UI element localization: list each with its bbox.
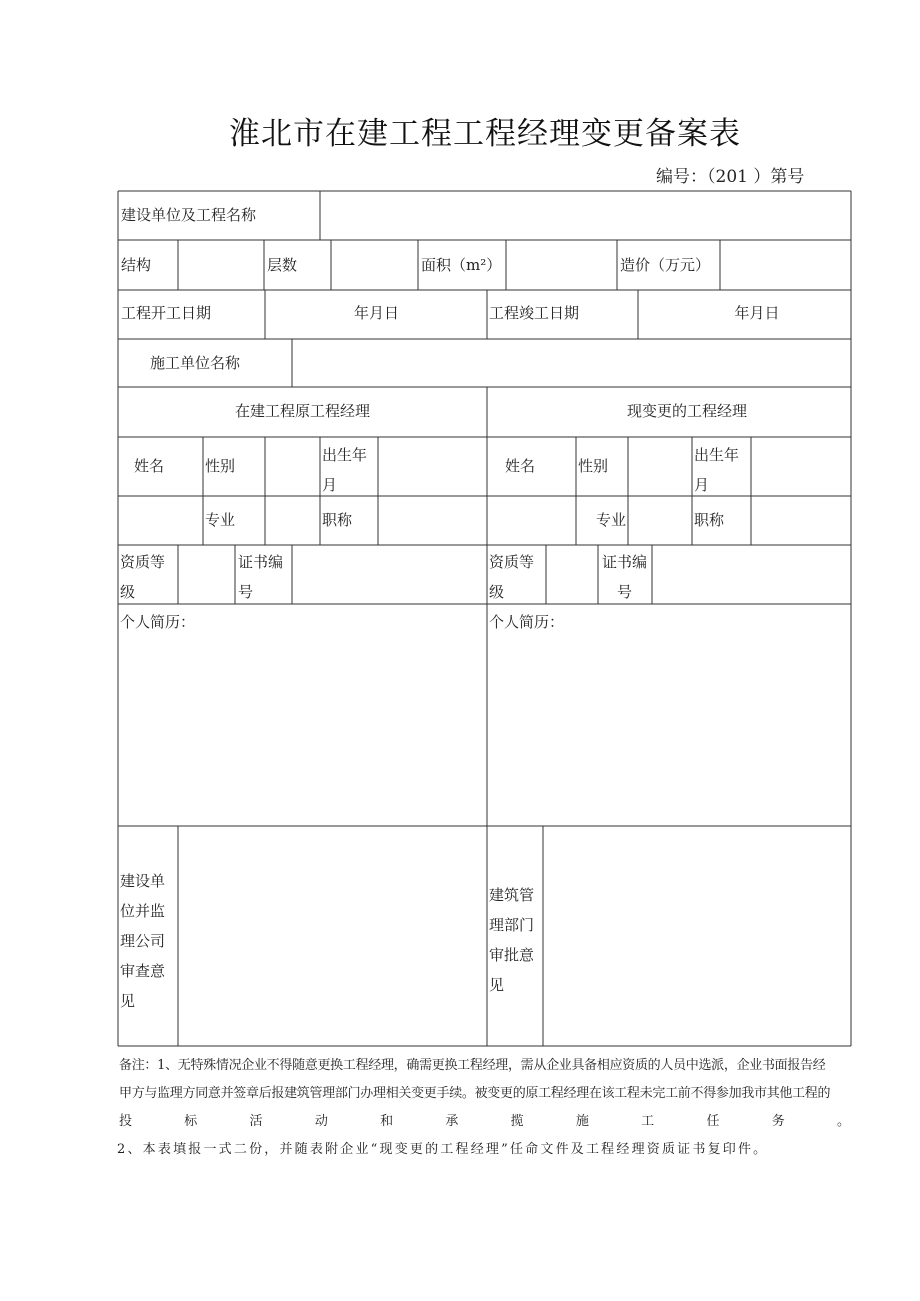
right-cert-field[interactable] bbox=[653, 546, 850, 603]
review-label-line5: 见 bbox=[120, 992, 136, 1010]
approval-label-line1: 建筑管 bbox=[489, 886, 535, 904]
left-qual-field[interactable] bbox=[179, 546, 234, 603]
original-manager-header: 在建工程原工程经理 bbox=[234, 402, 370, 420]
start-date-label: 工程开工日期 bbox=[121, 304, 212, 322]
end-date-label: 工程竣工日期 bbox=[489, 304, 580, 322]
right-gender-label: 性别 bbox=[578, 457, 609, 475]
structure-label: 结构 bbox=[121, 256, 152, 274]
floors-label: 层数 bbox=[267, 256, 298, 274]
left-qual-label-line2: 级 bbox=[120, 583, 136, 601]
right-gender-field[interactable] bbox=[629, 438, 691, 495]
left-cert-field[interactable] bbox=[293, 546, 486, 603]
right-birth-field[interactable] bbox=[752, 438, 850, 495]
left-name-field[interactable] bbox=[119, 497, 202, 544]
page-title: 淮北市在建工程工程经理变更备案表 bbox=[229, 116, 741, 152]
review-label-line2: 位并监 bbox=[120, 902, 166, 920]
start-date-field[interactable]: 年月日 bbox=[353, 304, 399, 322]
left-major-field[interactable] bbox=[266, 497, 319, 544]
right-qual-label-line1: 资质等 bbox=[489, 553, 535, 571]
project-name-label: 建设单位及工程名称 bbox=[121, 206, 257, 224]
left-birth-label-line1: 出生年 bbox=[322, 446, 368, 464]
right-title-label: 职称 bbox=[694, 511, 725, 529]
left-major-label: 专业 bbox=[205, 511, 236, 529]
note-line-3: 投 标 活 动 和 承 揽 施 工 任 务 。 bbox=[119, 1114, 850, 1129]
right-birth-label-line2: 月 bbox=[694, 476, 710, 494]
right-qual-label-line2: 级 bbox=[489, 583, 505, 601]
area-field[interactable] bbox=[507, 241, 616, 289]
cost-field[interactable] bbox=[721, 241, 850, 289]
right-birth-label-line1: 出生年 bbox=[694, 446, 740, 464]
left-qual-label-line1: 资质等 bbox=[120, 553, 166, 571]
right-major-label: 专业 bbox=[596, 511, 627, 529]
review-label-line4: 审查意 bbox=[120, 962, 166, 980]
right-name-label: 姓名 bbox=[505, 457, 536, 475]
left-title-field[interactable] bbox=[379, 497, 486, 544]
right-title-field[interactable] bbox=[752, 497, 850, 544]
right-resume-label: 个人简历： bbox=[489, 613, 565, 631]
area-label: 面积（m²） bbox=[421, 256, 502, 274]
review-label-line1: 建设单 bbox=[120, 872, 166, 890]
left-gender-label: 性别 bbox=[205, 457, 236, 475]
left-gender-field[interactable] bbox=[266, 438, 319, 495]
approval-opinion-field[interactable] bbox=[544, 827, 850, 1045]
left-birth-field[interactable] bbox=[379, 438, 486, 495]
new-manager-header: 现变更的工程经理 bbox=[626, 402, 747, 420]
review-opinion-field[interactable] bbox=[179, 827, 486, 1045]
serial-number: 编号：（201 ）第号 bbox=[656, 167, 805, 187]
left-cert-label-line2: 号 bbox=[238, 583, 254, 601]
end-date-field[interactable]: 年月日 bbox=[734, 304, 780, 322]
approval-label-line4: 见 bbox=[489, 976, 505, 994]
approval-label-line3: 审批意 bbox=[489, 946, 535, 964]
review-label-line3: 理公司 bbox=[120, 932, 166, 950]
note-line-2: 甲方与监理方同意并签章后报建筑管理部门办理相关变更手续。被变更的原工程经理在该工程未完工前不得参加我市其他工程的 bbox=[119, 1086, 831, 1101]
contractor-label: 施工单位名称 bbox=[150, 354, 241, 372]
right-cert-label-line2: 号 bbox=[617, 583, 633, 601]
project-name-field[interactable] bbox=[321, 192, 850, 239]
note-line-4: 2、本表填报一式二份，并随表附企业“现变更的工程经理”任命文件及工程经理资质证书复印件。 bbox=[117, 1142, 769, 1157]
left-cert-label-line1: 证书编 bbox=[238, 553, 284, 571]
cost-label: 造价（万元） bbox=[620, 256, 711, 274]
right-qual-field[interactable] bbox=[547, 546, 597, 603]
contractor-field[interactable] bbox=[293, 340, 850, 386]
left-resume-field[interactable] bbox=[119, 635, 486, 825]
right-name-field[interactable] bbox=[488, 497, 575, 544]
approval-label-line2: 理部门 bbox=[489, 916, 535, 934]
note-line-1: 备注：1、无特殊情况企业不得随意更换工程经理，确需更换工程经理，需从企业具备相应资质的人员中选派，企业书面报告经 bbox=[119, 1058, 826, 1073]
right-cert-label-line1: 证书编 bbox=[602, 553, 648, 571]
left-name-label: 姓名 bbox=[134, 457, 165, 475]
structure-field[interactable] bbox=[179, 241, 263, 289]
right-resume-field[interactable] bbox=[488, 635, 850, 825]
left-birth-label-line2: 月 bbox=[322, 476, 338, 494]
left-resume-label: 个人简历： bbox=[120, 613, 196, 631]
right-major-field[interactable] bbox=[629, 497, 691, 544]
left-title-label: 职称 bbox=[322, 511, 353, 529]
floors-field[interactable] bbox=[332, 241, 417, 289]
notes bbox=[119, 1052, 850, 1164]
